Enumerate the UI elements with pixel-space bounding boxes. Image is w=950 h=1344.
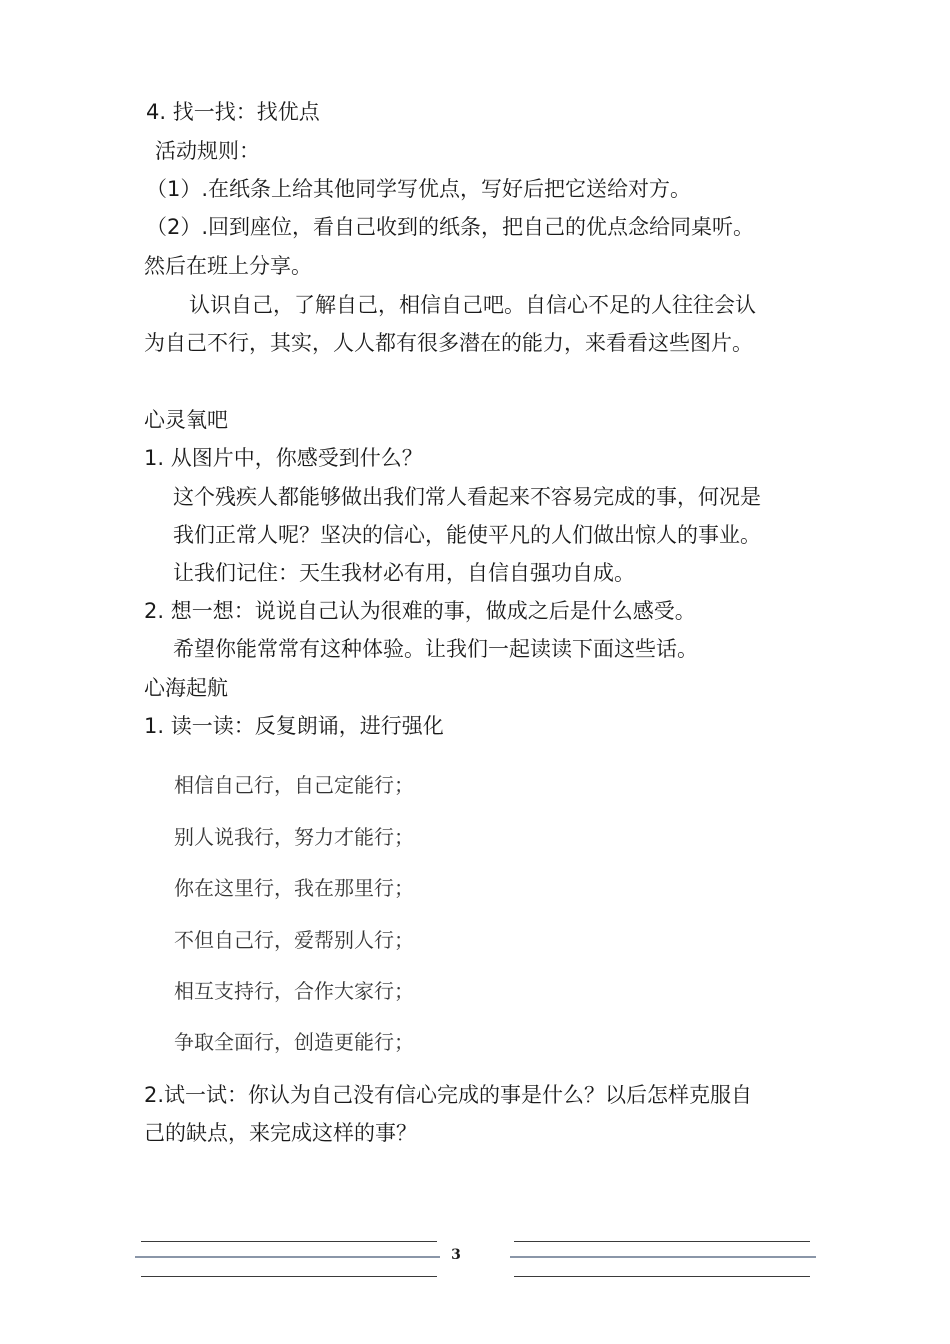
question-2: 2. 想一想：说说自己认为很难的事，做成之后是什么感受。 — [144, 599, 696, 623]
poem-line: 别人说我行，努力才能行； — [174, 825, 414, 849]
poem-line: 不但自己行，爱帮别人行； — [174, 928, 414, 952]
rule-2-line-2: 然后在班上分享。 — [144, 254, 312, 278]
footer-rule-right-middle — [510, 1256, 816, 1258]
section-heading-oxygen: 心灵氧吧 — [144, 408, 228, 432]
rule-1: （1）.在纸条上给其他同学写优点，写好后把它送给对方。 — [146, 177, 692, 201]
try-it-line-1: 2.试一试：你认为自己没有信心完成的事是什么？以后怎样克服自 — [144, 1083, 753, 1107]
poem-line: 你在这里行，我在那里行； — [174, 876, 414, 900]
read-aloud-label: 1. 读一读：反复朗诵，进行强化 — [144, 714, 444, 738]
footer-rule-left-middle — [135, 1256, 440, 1258]
question-1: 1. 从图片中，你感受到什么？ — [144, 446, 423, 470]
footer-rule-right-top — [514, 1241, 810, 1242]
footer-rule-right-bottom — [514, 1276, 810, 1277]
poem-line: 争取全面行，创造更能行； — [174, 1030, 414, 1054]
question-1-answer-line-3: 让我们记住：天生我材必有用，自信自强功自成。 — [173, 561, 635, 585]
heading-find-merits: 4. 找一找：找优点 — [146, 100, 320, 124]
page-number: 3 — [451, 1247, 461, 1263]
question-1-answer-line-2: 我们正常人呢？坚决的信心，能使平凡的人们做出惊人的事业。 — [173, 523, 761, 547]
activity-rules-label: 活动规则： — [155, 139, 260, 163]
poem-line: 相信自己行，自己定能行； — [174, 773, 414, 797]
intro-paragraph-line-2: 为自己不行，其实，人人都有很多潜在的能力，来看看这些图片。 — [144, 331, 753, 355]
question-1-answer-line-1: 这个残疾人都能够做出我们常人看起来不容易完成的事，何况是 — [173, 485, 761, 509]
try-it-line-2: 己的缺点，来完成这样的事？ — [144, 1121, 417, 1145]
footer-rule-left-top — [141, 1241, 437, 1242]
question-2-answer: 希望你能常常有这种体验。让我们一起读读下面这些话。 — [173, 637, 698, 661]
footer-rule-left-bottom — [141, 1276, 437, 1277]
rule-2-line-1: （2）.回到座位，看自己收到的纸条，把自己的优点念给同桌听。 — [146, 215, 755, 239]
intro-paragraph-line-1: 认识自己，了解自己，相信自己吧。自信心不足的人往往会认 — [189, 293, 756, 317]
poem-line: 相互支持行，合作大家行； — [174, 979, 414, 1003]
section-heading-sail: 心海起航 — [144, 676, 228, 700]
